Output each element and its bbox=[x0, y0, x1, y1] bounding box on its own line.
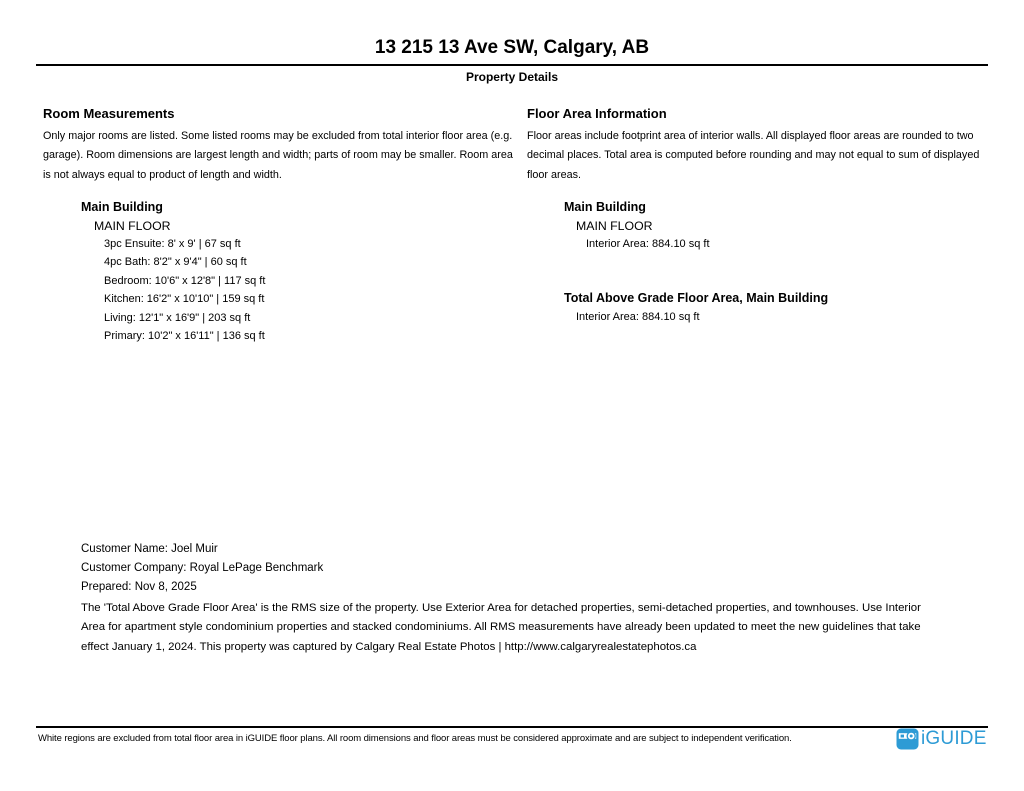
customer-company-line: Customer Company: Royal LePage Benchmark bbox=[81, 562, 324, 574]
room-list-block bbox=[81, 198, 265, 345]
total-above-grade-block bbox=[564, 289, 828, 326]
room-line: Kitchen: 16'2" x 10'10" | 159 sq ft bbox=[104, 293, 265, 306]
iguide-camera-icon bbox=[896, 728, 919, 750]
interior-area-line: Interior Area: 884.10 sq ft bbox=[586, 238, 710, 250]
room-line: Primary: 10'2" x 16'11" | 136 sq ft bbox=[104, 330, 265, 343]
customer-info-block bbox=[81, 540, 323, 597]
iguide-logo bbox=[896, 728, 987, 750]
title-divider bbox=[36, 64, 988, 66]
page-title: 13 215 13 Ave SW, Calgary, AB bbox=[374, 37, 650, 58]
room-line: Bedroom: 10'6" x 12'8" | 117 sq ft bbox=[104, 274, 266, 287]
room-line: 4pc Bath: 8'2" x 9'4" | 60 sq ft bbox=[104, 256, 247, 269]
room-line: 3pc Ensuite: 8' x 9' | 67 sq ft bbox=[104, 238, 241, 250]
footer-divider bbox=[36, 726, 988, 728]
room-measurements-description: Only major rooms are listed. Some listed rooms may be excluded from total interior floor area (e.g. garage). Room dimensions are largest length and width; parts of room may be smaller. Room area is not always equal to product of length and width. bbox=[43, 130, 513, 181]
customer-name-line: Customer Name: Joel Muir bbox=[81, 543, 218, 555]
iguide-logo-text: iGUIDE bbox=[921, 728, 987, 749]
page-subtitle: Property Details bbox=[465, 70, 559, 84]
building-name: Main Building bbox=[81, 200, 163, 214]
rms-note-paragraph: The 'Total Above Grade Floor Area' is the RMS size of the property. Use Exterior Area for detached properties, semi-detached properties, and townhouses. Use Interior Area for apartment style condominium properties and stacked condominiums. All RMS measurements have already been updated to meet the new guidelines that take effect January 1, 2024. This property was captured by Calgary Real Estate Photos | http://www.calgaryrealestatephotos.ca bbox=[81, 602, 921, 653]
room-line: Living: 12'1" x 16'9" | 203 sq ft bbox=[104, 311, 251, 324]
total-above-grade-heading: Total Above Grade Floor Area, Main Building bbox=[564, 291, 829, 305]
total-interior-area-line: Interior Area: 884.10 sq ft bbox=[576, 311, 700, 323]
floor-name: MAIN FLOOR bbox=[576, 218, 653, 233]
floor-area-block bbox=[564, 198, 710, 253]
prepared-date-line: Prepared: Nov 8, 2025 bbox=[81, 581, 197, 593]
floor-area-information-description: Floor areas include footprint area of interior walls. All displayed floor areas are rounded to two decimal places. Total area is computed before rounding and may not equal to sum of displayed floor areas. bbox=[527, 130, 980, 181]
room-measurements-section bbox=[43, 106, 515, 185]
building-name: Main Building bbox=[564, 200, 646, 214]
room-measurements-heading: Room Measurements bbox=[43, 106, 175, 121]
footer-disclaimer: White regions are excluded from total floor area in iGUIDE floor plans. All room dimensions and floor areas must be considered approximate and are subject to independent verification. bbox=[38, 733, 792, 744]
floor-name: MAIN FLOOR bbox=[94, 218, 171, 233]
floor-area-information-section bbox=[527, 106, 995, 185]
floor-area-information-heading: Floor Area Information bbox=[527, 106, 667, 121]
